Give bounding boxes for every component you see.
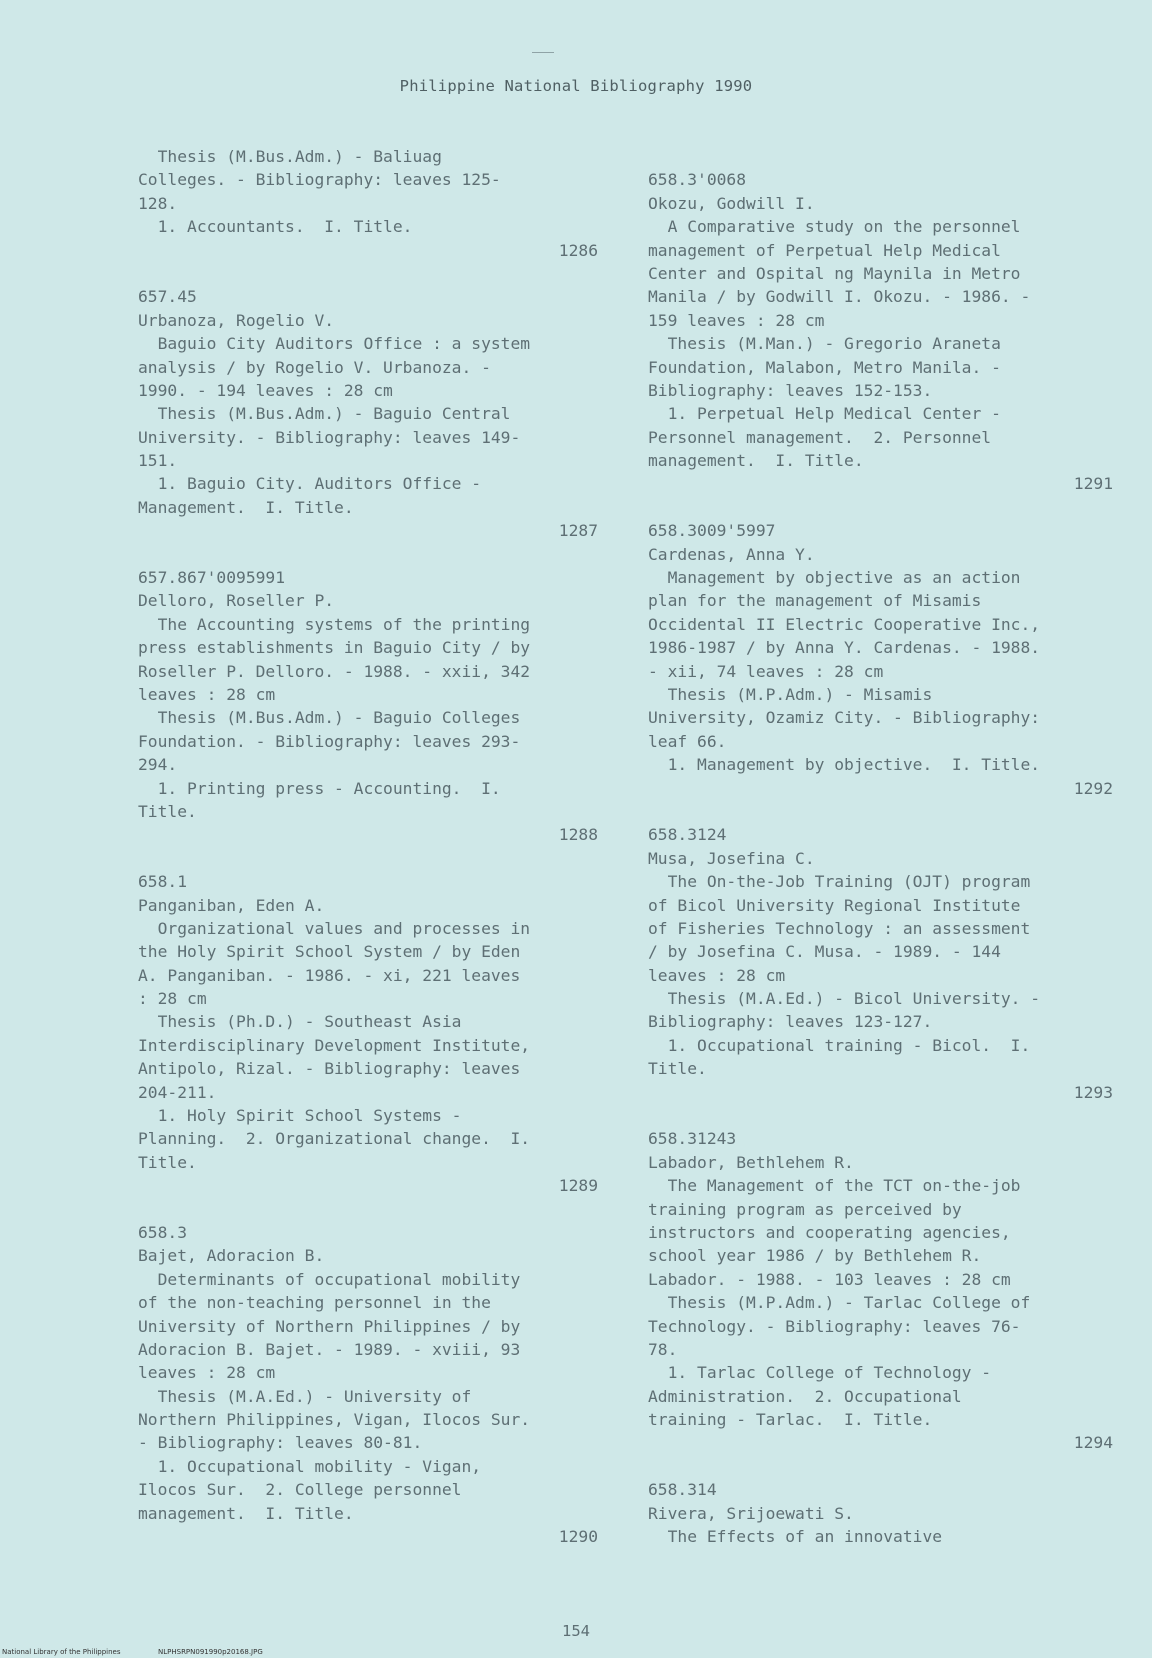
entry-line: The Effects of an innovative	[648, 1527, 943, 1547]
entry-line: Thesis (M.A.Ed.) - Bicol University. -	[648, 989, 1041, 1009]
entry-number: 1292	[1073, 778, 1113, 798]
entry-line: of the non-teaching personnel in the	[138, 1293, 491, 1313]
entry-number: 1294	[1073, 1433, 1113, 1453]
entry-line: Foundation, Malabon, Metro Manila. -	[648, 357, 1001, 377]
blank-line	[648, 1455, 1113, 1478]
entry-line: Antipolo, Rizal. - Bibliography: leaves	[138, 1059, 521, 1079]
blank-line	[648, 1104, 1113, 1127]
entry-line: : 28 cm	[138, 989, 207, 1009]
footer-credit: National Library of the Philippines	[2, 1648, 121, 1656]
entry-line: A Comparative study on the personnel	[648, 217, 1021, 237]
entry-line: leaves : 28 cm	[138, 1363, 276, 1383]
entry-line: leaf 66.	[648, 731, 727, 751]
entry-line: Okozu, Godwill I.	[648, 193, 815, 213]
entry-line: Interdisciplinary Development Institute,	[138, 1035, 531, 1055]
entry-line: Thesis (M.P.Adm.) - Misamis	[648, 684, 933, 704]
entry-line: 1986-1987 / by Anna Y. Cardenas. - 1988.	[648, 638, 1041, 658]
entry-line: Foundation. - Bibliography: leaves 293-	[138, 731, 521, 751]
entry-line: 204-211.	[138, 1082, 217, 1102]
entry-line: Rivera, Srijoewati S.	[648, 1503, 854, 1523]
entry-line: press establishments in Baguio City / by	[138, 638, 531, 658]
entry-line: Personnel management. 2. Personnel	[648, 427, 992, 447]
entry-line: Labador, Bethlehem R.	[648, 1152, 854, 1172]
entry-line: 1. Occupational mobility - Vigan,	[138, 1456, 482, 1476]
entry-line: instructors and cooperating agencies,	[648, 1222, 1011, 1242]
entry-line: training program as perceived by	[648, 1199, 962, 1219]
entry-line: Delloro, Roseller P.	[138, 591, 335, 611]
entry-line: The Management of the TCT on-the-job	[648, 1176, 1021, 1196]
entry-line: leaves : 28 cm	[648, 965, 786, 985]
blank-line	[138, 847, 598, 870]
entry-number: 1289	[558, 1176, 598, 1196]
entry-line: Baguio City Auditors Office : a system	[138, 334, 531, 354]
entry-line: management. I. Title.	[648, 451, 864, 471]
entry-line: management of Perpetual Help Medical	[648, 240, 1001, 260]
blank-line	[138, 1198, 598, 1221]
entry-line: The Accounting systems of the printing	[138, 614, 531, 634]
entry-line: 657.867'0095991	[138, 568, 286, 588]
entry-line: Thesis (M.Man.) - Gregorio Araneta	[648, 334, 1001, 354]
entry-line: of Fisheries Technology : an assessment	[648, 918, 1031, 938]
header-rule	[532, 52, 554, 53]
page-number: 154	[562, 1622, 590, 1640]
entry-line: 658.3	[138, 1222, 188, 1242]
entry-line: Title.	[648, 1059, 707, 1079]
entry-line: analysis / by Rogelio V. Urbanoza. -	[138, 357, 491, 377]
entry-line: Determinants of occupational mobility	[138, 1269, 521, 1289]
blank-line	[648, 800, 1113, 823]
entry-line: Thesis (M.A.Ed.) - University of	[138, 1386, 472, 1406]
entry-number: 1286	[558, 240, 598, 260]
page-title: Philippine National Bibliography 1990	[399, 77, 753, 95]
entry-line: 1. Holy Spirit School Systems -	[138, 1106, 462, 1126]
entry-line: 1. Accountants. I. Title.	[138, 217, 413, 237]
entry-line: Title.	[138, 801, 197, 821]
entry-line: Title.	[138, 1152, 197, 1172]
entry-line: Thesis (M.Bus.Adm.) - Baguio Colleges	[138, 708, 521, 728]
entry-line: 658.3009'5997	[648, 521, 776, 541]
entry-line: 128.	[138, 193, 178, 213]
entry-line: training - Tarlac. I. Title.	[648, 1410, 933, 1430]
entry-line: University. - Bibliography: leaves 149-	[138, 427, 521, 447]
entry-line: Colleges. - Bibliography: leaves 125-	[138, 170, 501, 190]
entry-line: 658.3124	[648, 825, 727, 845]
blank-line	[648, 145, 1113, 168]
entry-line: plan for the management of Misamis	[648, 591, 982, 611]
entry-line: / by Josefina C. Musa. - 1989. - 144	[648, 942, 1001, 962]
entry-line: Thesis (M.Bus.Adm.) - Baliuag	[138, 147, 442, 166]
entry-line: 1990. - 194 leaves : 28 cm	[138, 380, 393, 400]
entry-line: 78.	[648, 1339, 678, 1359]
entry-line: Organizational values and processes in	[138, 918, 531, 938]
entry-line: management. I. Title.	[138, 1503, 354, 1523]
entry-line: 294.	[138, 755, 178, 775]
entry-line: Technology. - Bibliography: leaves 76-	[648, 1316, 1021, 1336]
entry-line: 1. Printing press - Accounting. I.	[138, 778, 501, 798]
entry-line: University of Northern Philippines / by	[138, 1316, 521, 1336]
entry-line: Cardenas, Anna Y.	[648, 544, 815, 564]
entry-line: Ilocos Sur. 2. College personnel	[138, 1480, 462, 1500]
entry-line: 1. Tarlac College of Technology -	[648, 1363, 992, 1383]
entry-line: Manila / by Godwill I. Okozu. - 1986. -	[648, 287, 1031, 307]
entry-number: 1287	[558, 521, 598, 541]
entry-line: Administration. 2. Occupational	[648, 1386, 962, 1406]
entry-line: Thesis (M.Bus.Adm.) - Baguio Central	[138, 404, 511, 424]
blank-line	[138, 543, 598, 566]
left-column	[138, 145, 598, 1548]
entry-number: 1288	[558, 825, 598, 845]
entry-number: 1291	[1073, 474, 1113, 494]
entry-line: Panganiban, Eden A.	[138, 895, 325, 915]
entry-line: Planning. 2. Organizational change. I.	[138, 1129, 531, 1149]
blank-line	[648, 496, 1113, 519]
entry-line: leaves : 28 cm	[138, 684, 276, 704]
entry-line: of Bicol University Regional Institute	[648, 895, 1021, 915]
footer-filename: NLPHSRPN091990p20168.JPG	[158, 1648, 263, 1656]
entry-line: 1. Perpetual Help Medical Center -	[648, 404, 1001, 424]
entry-line: the Holy Spirit School System / by Eden	[138, 942, 521, 962]
entry-line: Center and Ospital ng Maynila in Metro	[648, 263, 1021, 283]
entry-line: 1. Baguio City. Auditors Office -	[138, 474, 482, 494]
entry-line: Roseller P. Delloro. - 1988. - xxii, 342	[138, 661, 531, 681]
entry-line: Bibliography: leaves 123-127.	[648, 1012, 933, 1032]
entry-line: A. Panganiban. - 1986. - xi, 221 leaves	[138, 965, 521, 985]
entry-line: 151.	[138, 451, 178, 471]
entry-line: 657.45	[138, 287, 197, 307]
entry-line: University, Ozamiz City. - Bibliography:	[648, 708, 1041, 728]
entry-line: 658.314	[648, 1480, 717, 1500]
entry-line: 159 leaves : 28 cm	[648, 310, 825, 330]
entry-line: Bajet, Adoracion B.	[138, 1246, 325, 1266]
blank-line	[138, 262, 598, 285]
entry-line: Northern Philippines, Vigan, Ilocos Sur.	[138, 1410, 531, 1430]
entry-line: Labador. - 1988. - 103 leaves : 28 cm	[648, 1269, 1011, 1289]
entry-line: 1. Occupational training - Bicol. I.	[648, 1035, 1031, 1055]
entry-line: school year 1986 / by Bethlehem R.	[648, 1246, 982, 1266]
entry-line: 1. Management by objective. I. Title.	[648, 755, 1041, 775]
entry-line: Adoracion B. Bajet. - 1989. - xviii, 93	[138, 1339, 521, 1359]
right-column	[648, 145, 1113, 1548]
entry-line: Thesis (Ph.D.) - Southeast Asia	[138, 1012, 462, 1032]
entry-number: 1293	[1073, 1082, 1113, 1102]
entry-line: Management. I. Title.	[138, 497, 354, 517]
entry-line: - xii, 74 leaves : 28 cm	[648, 661, 884, 681]
entry-line: - Bibliography: leaves 80-81.	[138, 1433, 423, 1453]
entry-line: Thesis (M.P.Adm.) - Tarlac College of	[648, 1293, 1031, 1313]
entry-line: Bibliography: leaves 152-153.	[648, 380, 933, 400]
entry-line: The On-the-Job Training (OJT) program	[648, 872, 1031, 892]
entry-line: 658.1	[138, 872, 188, 892]
entry-line: Musa, Josefina C.	[648, 848, 815, 868]
entry-line: Management by objective as an action	[648, 568, 1021, 588]
entry-number: 1290	[558, 1527, 598, 1547]
entry-line: Urbanoza, Rogelio V.	[138, 310, 335, 330]
entry-line: Occidental II Electric Cooperative Inc.,	[648, 614, 1041, 634]
entry-line: 658.31243	[648, 1129, 737, 1149]
entry-line: 658.3'0068	[648, 170, 747, 190]
